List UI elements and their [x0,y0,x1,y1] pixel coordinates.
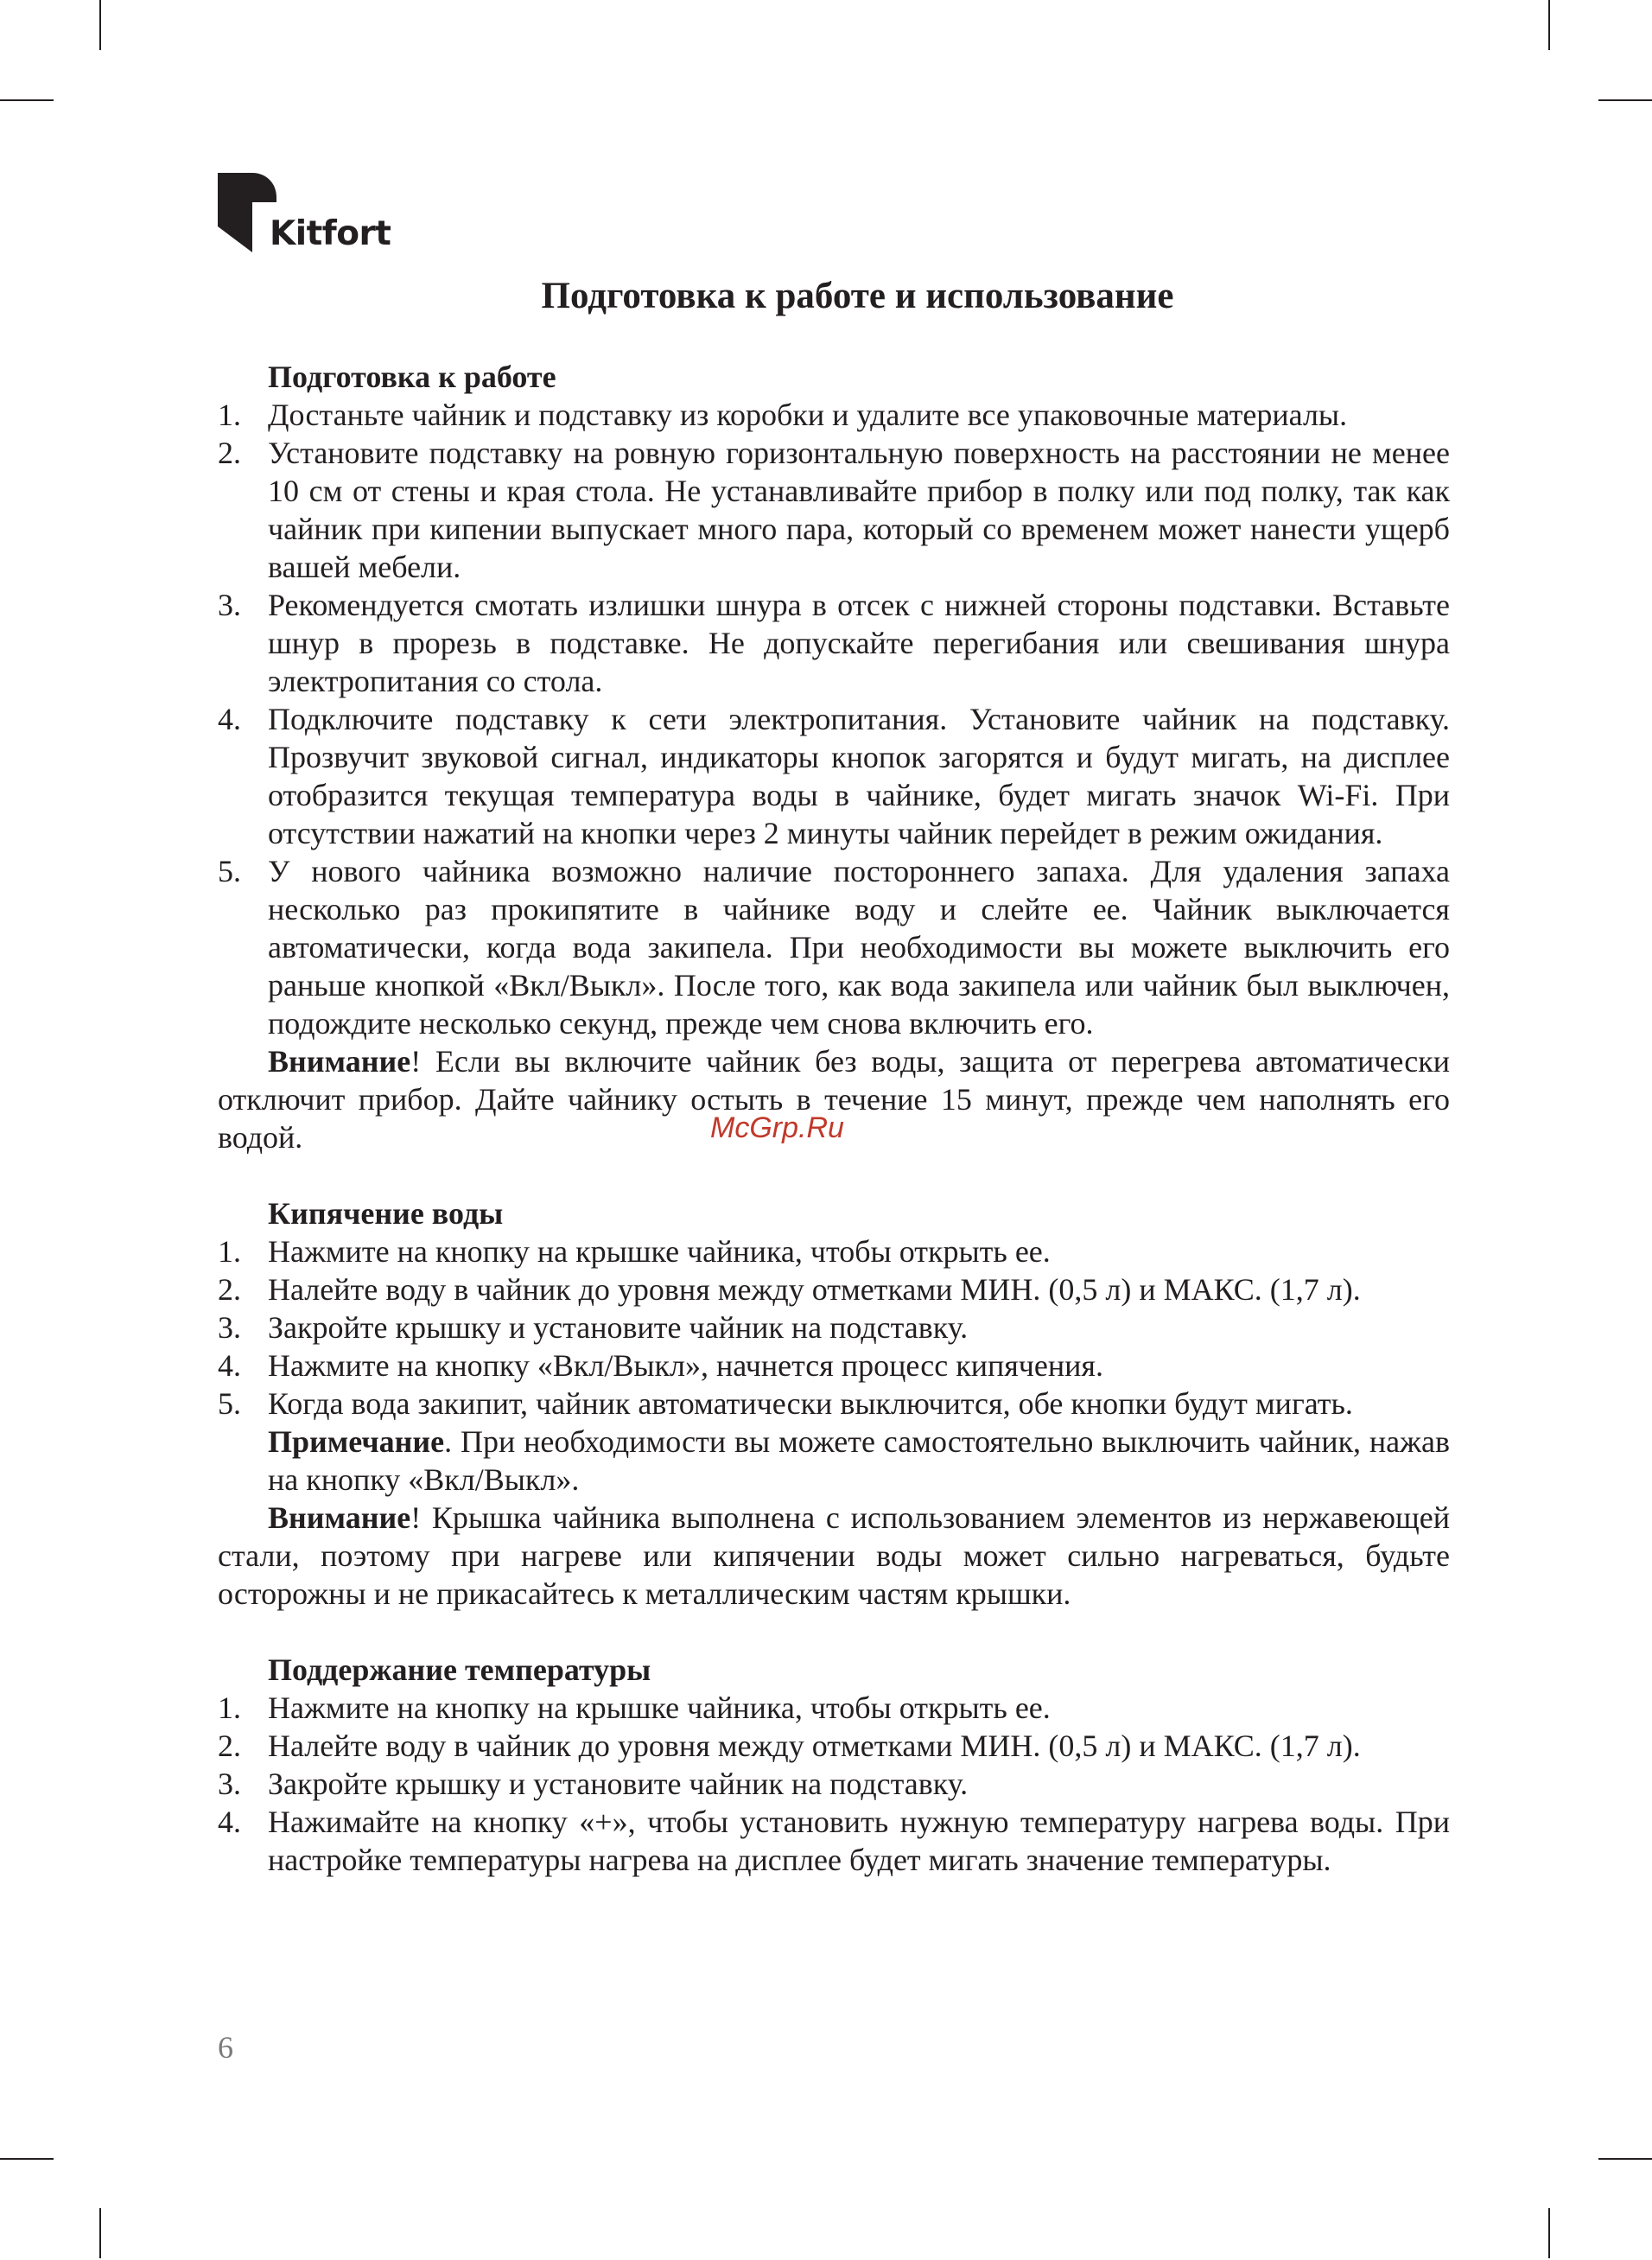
section-heading: Кипячение воды [268,1196,504,1231]
page-number: 6 [218,2030,233,2065]
warning-label: Внимание [268,1044,411,1079]
item-text: Рекомендуется смотать излишки шнура в отсек с нижней стороны подставки. Вставьте шнур в прорезь в подставке. Не допускайте перегибания или свешивания шнура электропитания со стола. [268,588,1450,698]
item-text: Подключите подставку к сети электропитания. Установите чайник на подставку. Прозвучит звуковой сигнал, индикаторы кнопок загорятся и будут мигать, на дисплее отобразится текущая температура воды в чайнике, будет мигать значок Wi-Fi. При отсутствии нажатий на кнопки через 2 минуты чайник перейдет в режим ожидания. [268,702,1450,850]
brand-name: Kitfort [270,214,391,253]
note-paragraph [218,1423,1450,1499]
list-item [218,434,1450,586]
warning-paragraph [218,1499,1450,1613]
crop-mark [0,99,54,101]
item-text: Установите подставку на ровную горизонтальную поверхность на расстоянии не менее 10 см от стены и края стола. Не устанавливайте прибор в полку или под полку, так как чайник при кипении выпускает много пара, который со временем может нанести ущерб вашей мебели. [268,436,1450,584]
item-number: 4. [218,1805,241,1839]
section-heading: Поддержание температуры [268,1652,651,1687]
list-item [218,1689,1450,1727]
list-item [218,1308,1450,1346]
item-number: 2. [218,436,241,470]
crop-mark [1548,2208,1550,2258]
item-number: 2. [218,1272,241,1307]
list-item [218,700,1450,852]
item-text: Налейте воду в чайник до уровня между отметками МИН. (0,5 л) и МАКС. (1,7 л). [268,1728,1361,1763]
page-title: Подготовка к работе и использование [541,276,1174,316]
crop-mark [1598,2158,1652,2160]
list-item [218,396,1450,434]
crop-mark [99,0,101,50]
item-text: Нажимайте на кнопку «+», чтобы установить нужную температуру нагрева воды. При настройке температуры нагрева на дисплее будет мигать значение температуры. [268,1805,1450,1877]
item-number: 5. [218,854,241,888]
item-number: 3. [218,1767,241,1801]
item-text: Нажмите на кнопку на крышке чайника, чтобы открыть ее. [268,1690,1051,1725]
section-heading: Подготовка к работе [268,360,556,394]
list-item [218,1270,1450,1308]
item-text: У нового чайника возможно наличие постороннего запаха. Для удаления запаха несколько раз прокипятите в чайнике воду и слейте ее. Чайник выключается автоматически, когда вода закипела. При необходимости вы можете выключить его раньше кнопкой «Вкл/Выкл». После того, как вода закипела или чайник был выключен, подождите несколько секунд, прежде чем снова включить его. [268,854,1450,1041]
item-number: 1. [218,1234,241,1269]
item-text: Налейте воду в чайник до уровня между отметками МИН. (0,5 л) и МАКС. (1,7 л). [268,1272,1361,1307]
item-number: 4. [218,702,241,736]
item-text: Нажмите на кнопку «Вкл/Выкл», начнется процесс кипячения. [268,1348,1103,1383]
warning-text: ! Если вы включите чайник без воды, защита от перегрева автоматически отключит прибор. Дайте чайнику остыть в течение 15 минут, прежде чем наполнять его водой. [218,1044,1450,1155]
item-number: 3. [218,1310,241,1345]
item-number: 3. [218,588,241,622]
list-item [218,852,1450,1042]
item-number: 5. [218,1386,241,1421]
watermark: McGrp.Ru [710,1111,844,1144]
item-text: Закройте крышку и установите чайник на подставку. [268,1310,969,1345]
item-text: Достаньте чайник и подставку из коробки и удалите все упаковочные материалы. [268,398,1348,432]
item-number: 4. [218,1348,241,1383]
item-number: 2. [218,1728,241,1763]
crop-mark [1548,0,1550,50]
item-number: 1. [218,1690,241,1725]
list-item [218,1803,1450,1879]
warning-text: ! Крышка чайника выполнена с использованием элементов из нержавеющей стали, поэтому при нагреве или кипячении воды может сильно нагреваться, будьте осторожны и не прикасайтесь к металлическим частям крышки. [218,1500,1450,1611]
list-item [218,1385,1450,1423]
crop-mark [1598,99,1652,101]
list-item [218,1765,1450,1803]
list-item [218,1232,1450,1270]
warning-label: Внимание [268,1500,411,1535]
item-text: Закройте крышку и установите чайник на подставку. [268,1767,969,1801]
item-number: 1. [218,398,241,432]
note-text: . При необходимости вы можете самостоятельно выключить чайник, нажав на кнопку «Вкл/Выкл». [268,1424,1450,1497]
note-label: Примечание [268,1424,445,1459]
item-text: Когда вода закипит, чайник автоматически выключится, обе кнопки будут мигать. [268,1386,1353,1421]
list-item [218,586,1450,700]
crop-mark [0,2158,54,2160]
list-item [218,1727,1450,1765]
crop-mark [99,2208,101,2258]
item-text: Нажмите на кнопку на крышке чайника, чтобы открыть ее. [268,1234,1051,1269]
list-item [218,1346,1450,1385]
